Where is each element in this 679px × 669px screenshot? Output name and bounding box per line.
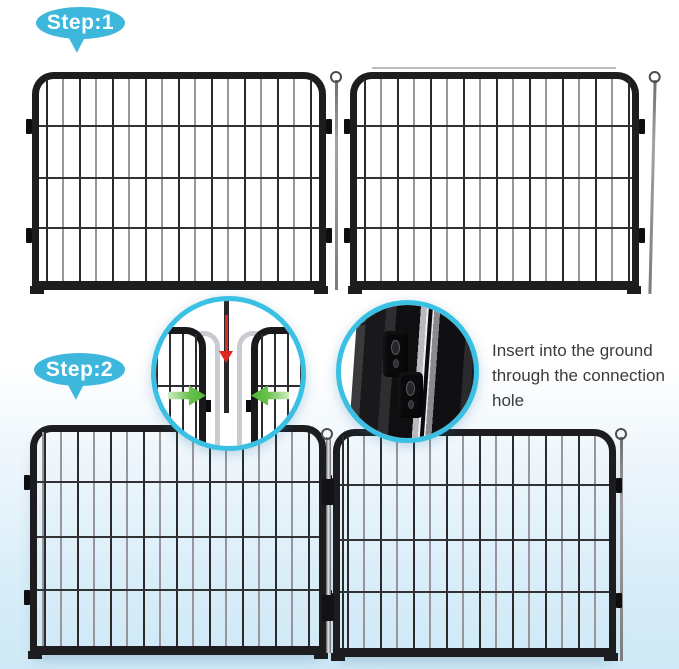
connector-tab <box>246 400 251 412</box>
arrow-head <box>219 351 233 363</box>
mini-panel-left <box>151 327 206 451</box>
mini-panel-right <box>251 327 306 451</box>
fence-mesh <box>39 79 319 281</box>
connector-tab <box>26 228 32 243</box>
connector-tab <box>326 228 332 243</box>
callout-connection-photo <box>336 300 479 443</box>
fence-panel-step2-right <box>333 429 616 657</box>
step1-badge-label: Step:1 <box>46 11 115 34</box>
connector-tab <box>24 590 30 605</box>
connector-bracket <box>322 479 334 505</box>
ground-stake <box>648 80 656 294</box>
connector-tab <box>26 119 32 134</box>
connector-tab <box>326 119 332 134</box>
step2-badge <box>34 353 125 386</box>
step1-badge <box>36 7 125 39</box>
ground-stake <box>620 437 623 661</box>
connector-tab <box>639 228 645 243</box>
fence-panel-step2-left <box>30 425 326 655</box>
instruction-text: Insert into the ground through the connection hole <box>492 341 665 411</box>
fence-mesh <box>357 79 632 281</box>
connector-bracket <box>322 595 334 621</box>
insert-down-arrow-icon <box>220 315 233 363</box>
connector-tab <box>344 228 350 243</box>
step2-badge-label: Step:2 <box>45 357 114 381</box>
connector-tab <box>206 400 211 412</box>
connector-tab <box>616 593 622 608</box>
connector-tab <box>344 119 350 134</box>
connection-rod-stake <box>326 437 331 653</box>
connector-bracket-lower <box>398 372 423 418</box>
connector-tab <box>639 119 645 134</box>
arrow-shaft <box>225 315 228 351</box>
ground-stake <box>335 80 338 290</box>
panel-top-highlight-wire <box>372 67 616 69</box>
fence-panel-step1-right <box>350 72 639 290</box>
connector-bracket-upper <box>383 331 408 377</box>
connector-tab <box>616 478 622 493</box>
fence-mesh <box>340 436 609 648</box>
fence-panel-step1-left <box>32 72 326 290</box>
callout-connection-diagram <box>151 296 306 451</box>
connector-tab <box>24 475 30 490</box>
fence-mesh <box>37 432 319 646</box>
